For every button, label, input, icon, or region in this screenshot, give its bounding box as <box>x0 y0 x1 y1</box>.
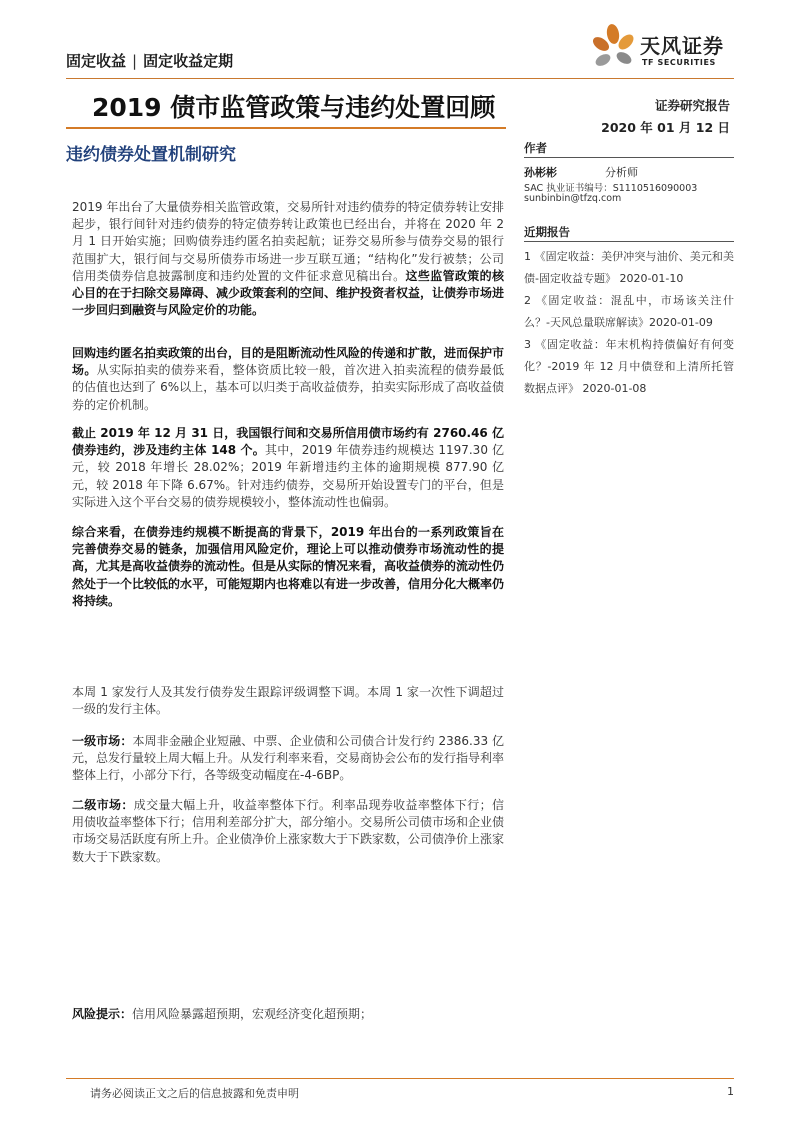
summary-p2-highlight: 回购违约匿名拍卖政策的出台，目的是阻断流动性风险的传递和扩散，进而保护市场。 <box>72 346 505 378</box>
author-sac-id: SAC 执业证书编号：S1110516090003 <box>524 183 698 194</box>
page-number: 1 <box>727 1085 734 1098</box>
footer-disclaimer: 请务必阅读正文之后的信息披露和免责申明 <box>90 1087 299 1100</box>
summary-p3-text: 其中，2019 年债券违约规模达 1197.30 亿元，较 2018 年增长 28.02%；2019 年新增违约主体的逾期规模 877.90 亿元，较 2018 年下降 6.67%。针对违约债券，交易所开始设置专门的平台，但是实际进入这个平台交易的债券规模较小，整体流动性也偏弱。 <box>72 443 505 509</box>
recent-reports-list <box>524 246 734 400</box>
tf-logo-icon <box>590 22 638 72</box>
report-date: 2020 年 01 月 12 日 <box>601 120 730 135</box>
recent-report-item[interactable]: 1 《固定收益：美伊冲突与油价、美元和美债-固定收益专题》 2020-01-10 <box>524 250 734 285</box>
recent-report-item[interactable]: 3 《固定收益：年末机构持债偏好有何变化？-2019 年 12 月中债登和上清所托管数据点评》 2020-01-08 <box>524 338 734 395</box>
subcategory-label: 固定收益定期 <box>143 52 234 70</box>
weekly-rating-paragraph <box>72 684 504 718</box>
summary-p1-highlight: 这些监管政策的核心目的在于扫除交易障碍、减少政策套利的空间、维护投资者权益，让债券市场进一步回归到融资与风险定价的功能。 <box>72 268 505 318</box>
summary-paragraph-4 <box>72 524 504 610</box>
author-email[interactable]: sunbinbin@tfzq.com <box>524 193 622 204</box>
page-title: 2019 债市监管政策与违约处置回顾 <box>92 93 496 122</box>
secondary-market-label: 二级市场： <box>72 798 134 812</box>
secondary-market-paragraph <box>72 797 504 866</box>
author-role: 分析师 <box>605 166 638 179</box>
summary-p4-highlight: 综合来看，在债券违约规模不断提高的背景下，2019 年出台的一系列政策旨在完善债券交易的链条，加强信用风险定价，理论上可以推动债券市场流动性的提高，尤其是高收益债券的流动性。但是从实际的情况来看，高收益债券的流动性仍然处于一个比较低的水平，可能短期内也将难以有进一步改善，信用分化大概率仍将持续。 <box>72 525 505 608</box>
secondary-market-text: 成交量大幅上升，收益率整体下行。利率品现券收益率整体下行；信用债收益率整体下行；信用利差部分扩大，部分缩小。交易所公司债市场和企业债市场交易活跃度有所上升。企业债净价上涨家数大于下跌家数，公司债净价上涨家数大于下跌家数。 <box>72 798 505 864</box>
report-category <box>66 50 233 71</box>
footer-divider <box>66 1078 734 1079</box>
summary-paragraph-1 <box>72 199 504 319</box>
risk-text: 信用风险暴露超预期，宏观经济变化超预期； <box>132 1007 373 1021</box>
title-underline <box>66 127 506 129</box>
risk-label: 风险提示： <box>72 1007 133 1021</box>
report-type: 证券研究报告 <box>654 98 730 113</box>
primary-market-label: 一级市场： <box>72 734 133 748</box>
recent-report-item[interactable]: 2 《固定收益：混乱中，市场该关注什么？-天风总量联席解读》2020-01-09 <box>524 294 734 329</box>
author-heading: 作者 <box>524 141 547 155</box>
recent-reports-heading: 近期报告 <box>524 225 570 239</box>
author-line <box>524 164 638 180</box>
summary-paragraph-2 <box>72 345 504 414</box>
header-divider <box>66 78 734 79</box>
category-separator: | <box>132 52 138 70</box>
summary-paragraph-3 <box>72 425 504 511</box>
risk-warning <box>72 1006 504 1023</box>
recent-reports-divider <box>524 241 734 242</box>
page-subtitle: 违约债券处置机制研究 <box>66 145 236 165</box>
weekly-rating-text: 本周 1 家发行人及其发行债券发生跟踪评级调整下调。本周 1 家一次性下调超过一级的发行主体。 <box>72 685 504 717</box>
category-label: 固定收益 <box>66 52 127 70</box>
summary-p2-text: 从实际拍卖的债券来看，整体资质比较一般，首次进入拍卖流程的债券最低的估值也达到了 6%以上，基本可以归类于高收益债券，拍卖实际形成了高收益债券的定价机制。 <box>72 363 504 412</box>
summary-p3-highlight: 截止 2019 年 12 月 31 日，我国银行间和交易所信用债市场约有 2760.46 亿债券违约，涉及违约主体 148 个。 <box>72 426 504 458</box>
summary-p1-text: 2019 年出台了大量债券相关监管政策，交易所针对违约债券的特定债券转让安排起步，银行间针对违约债券的特定债券转让政策也已经出台，并将在 2020 年 2 月 1 日开始实施；回购债券违约匿名拍卖起航；证券交易所参与债券交易的银行范围扩大，银行间与交易所债券市场进一步互联互通；“结构化”发行被禁；公司信用类债券信息披露制度和违约处置的文件征求意见稿出台。 <box>72 200 504 283</box>
primary-market-paragraph <box>72 733 504 785</box>
logo-text-en: TF SECURITIES <box>642 58 716 67</box>
logo-text-cn: 天风证券 <box>640 34 724 58</box>
primary-market-text: 本周非金融企业短融、中票、企业债和公司债合计发行约 2386.33 亿元，总发行量较上周大幅上升。从发行利率来看，交易商协会公布的发行指导利率整体上行，小部分下行，各等级变动幅度在-4-6BP。 <box>72 734 505 783</box>
author-divider <box>524 157 734 158</box>
author-name: 孙彬彬 <box>524 166 557 179</box>
